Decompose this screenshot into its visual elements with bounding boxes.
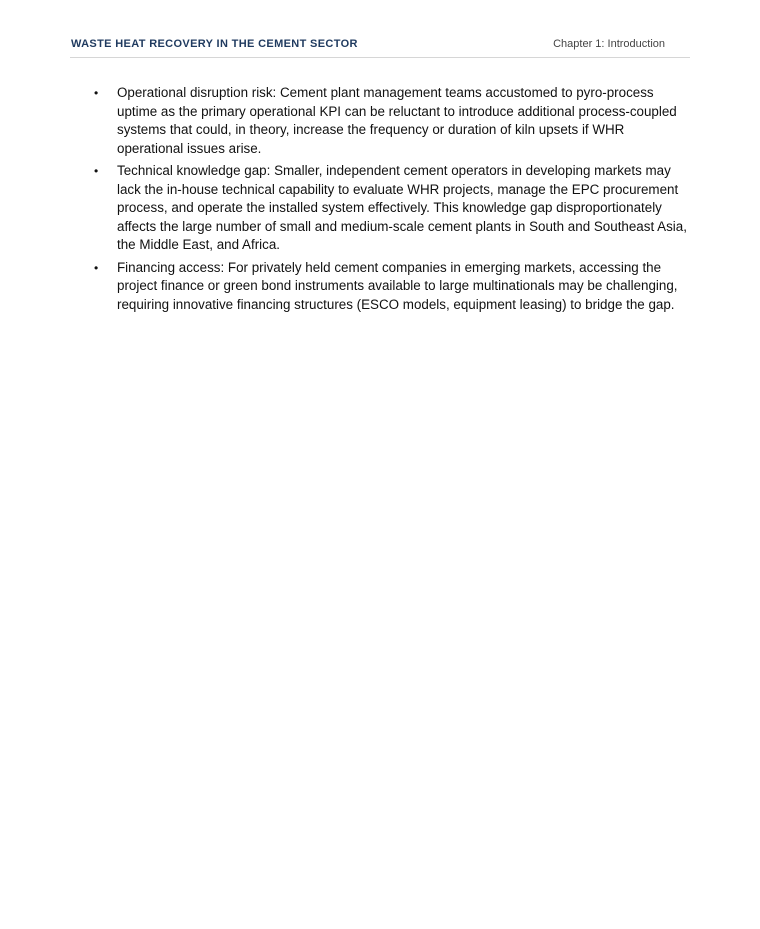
bullet-dot-icon: • xyxy=(94,164,99,178)
bullet-list xyxy=(94,84,690,318)
bullet-text: Operational disruption risk: Cement plant management teams accustomed to pyro-process uptime as the primary operational KPI can be reluctant to introduce additional process-coupled systems that could, in theory, increase the frequency or duration of kiln upsets if WHR operational issues arise. xyxy=(117,85,677,156)
bullet-dot-icon: • xyxy=(94,86,99,100)
bullet-item-operational-risk xyxy=(94,84,690,158)
bullet-text: Technical knowledge gap: Smaller, independent cement operators in developing markets may lack the in-house technical capability to evaluate WHR projects, manage the EPC procurement process, and operate the installed system effectively. This knowledge gap disproportionately affects the large number of small and medium-scale cement plants in South and Southeast Asia, the Middle East, and Africa. xyxy=(117,163,687,252)
header-chapter-label: Chapter 1: Introduction xyxy=(553,38,665,50)
bullet-dot-icon: • xyxy=(94,260,99,275)
running-header xyxy=(70,37,690,58)
bullet-item-financing-access xyxy=(94,259,690,315)
header-section-title: WASTE HEAT RECOVERY IN THE CEMENT SECTOR xyxy=(71,38,358,50)
bullet-item-knowledge-gap xyxy=(94,162,690,255)
bullet-text: Financing access: For privately held cement companies in emerging markets, accessing the project finance or green bond instruments available to large multinationals may be challenging, requiring innovative financing structures (ESCO models, equipment leasing) to bridge the gap. xyxy=(117,259,678,312)
